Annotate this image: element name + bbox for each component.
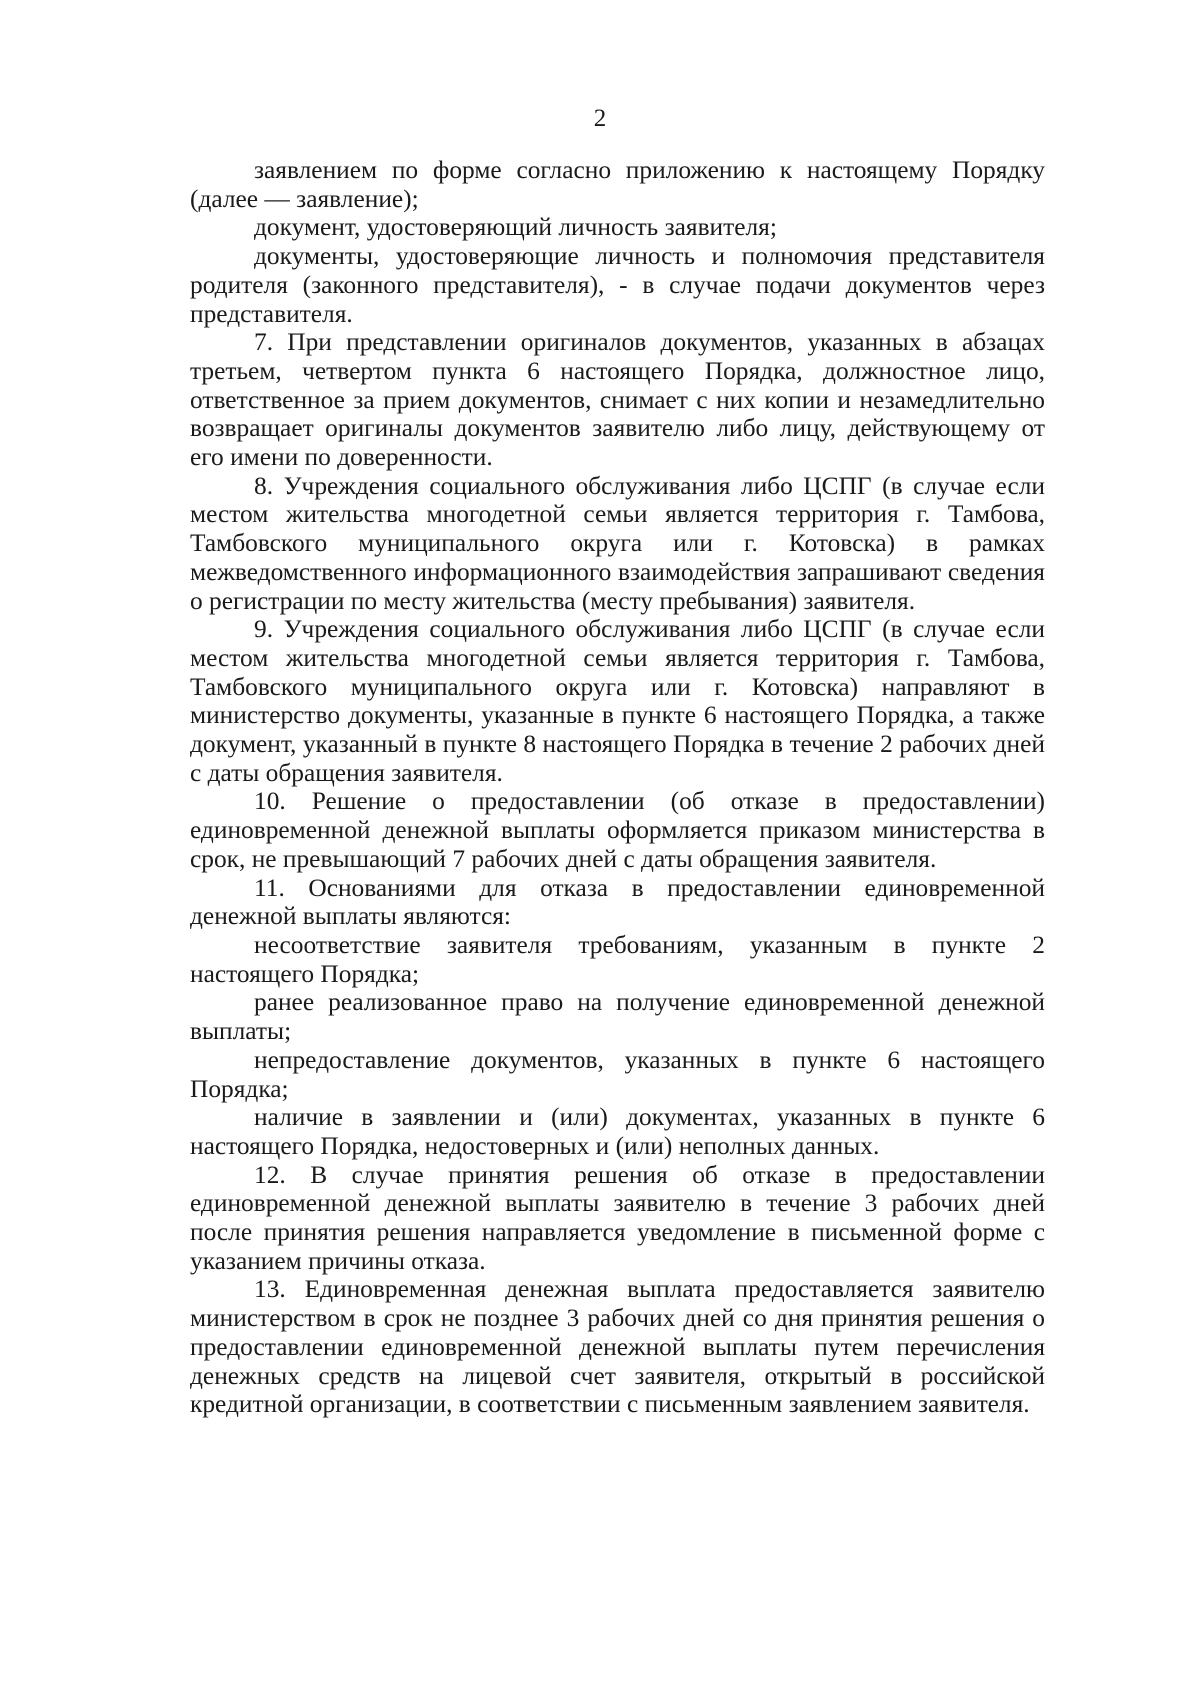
paragraph-refusal-reason-no-documents: непредоставление документов, указанных в пункте 6 настоящего Порядка; — [190, 1045, 1045, 1103]
paragraph-refusal-reason-requirements: несоответствие заявителя требованиям, указанным в пункте 2 настоящего Порядка; — [190, 930, 1045, 988]
paragraph-item-11: 11. Основаниями для отказа в предоставлении единовременной денежной выплаты являются: — [190, 873, 1045, 931]
paragraph-refusal-reason-invalid-data: наличие в заявлении и (или) документах, указанных в пункте 6 настоящего Порядка, недостоверных и (или) неполных данных. — [190, 1103, 1045, 1160]
paragraph-item-13: 13. Единовременная денежная выплата предоставляется заявителю министерством в срок не позднее 3 рабочих дней со дня принятия решения о предоставлении единовременной денежной выплаты путем перечисления денежных средств на лицевой счет заявителя, открытый в российской кредитной организации, в соответствии с письменным заявлением заявителя. — [190, 1275, 1045, 1419]
paragraph-refusal-reason-prior-right: ранее реализованное право на получение единовременной денежной выплаты; — [190, 988, 1045, 1046]
paragraph-item-9: 9. Учреждения социального обслуживания либо ЦСПГ (в случае если местом жительства многодетной семьи является территория г. Тамбова, Тамбовского муниципального округа или г. Котовска) направляют в министерство документы, указанные в пункте 6 настоящего Порядка, а также документ, указанный в пункте 8 настоящего Порядка в течение 2 рабочих дней с даты обращения заявителя. — [190, 615, 1045, 787]
paragraph-application-form: заявлением по форме согласно приложению к настоящему Порядку (далее — заявление); — [190, 156, 1045, 213]
paragraph-item-7: 7. При представлении оригиналов документов, указанных в абзацах третьем, четвертом пункта 6 настоящего Порядка, должностное лицо, ответственное за прием документов, снимает с них копии и незамедлительно возвращает оригиналы документов заявителю либо лицу, действующему от его имени по доверенности. — [190, 328, 1045, 472]
paragraph-identity-document: документ, удостоверяющий личность заявителя; — [254, 213, 777, 242]
paragraph-item-8: 8. Учреждения социального обслуживания либо ЦСПГ (в случае если местом жительства многодетной семьи является территория г. Тамбова, Тамбовского муниципального округа или г. Котовска) в рамках межведомственного информационного взаимодействия запрашивают сведения о регистрации по месту жительства (месту пребывания) заявителя. — [190, 471, 1045, 615]
paragraph-representative-documents: документы, удостоверяющие личность и полномочия представителя родителя (законного представителя), - в случае подачи документов через представителя. — [190, 242, 1045, 328]
paragraph-item-12: 12. В случае принятия решения об отказе в предоставлении единовременной денежной выплаты заявителю в течение 3 рабочих дней после принятия решения направляется уведомление в письменной форме с указанием причины отказа. — [190, 1160, 1045, 1275]
page-number: 2 — [593, 105, 607, 132]
paragraph-item-10: 10. Решение о предоставлении (об отказе в предоставлении) единовременной денежной выплаты оформляется приказом министерства в срок, не превышающий 7 рабочих дней с даты обращения заявителя. — [190, 787, 1045, 873]
document-body — [190, 156, 1045, 1419]
